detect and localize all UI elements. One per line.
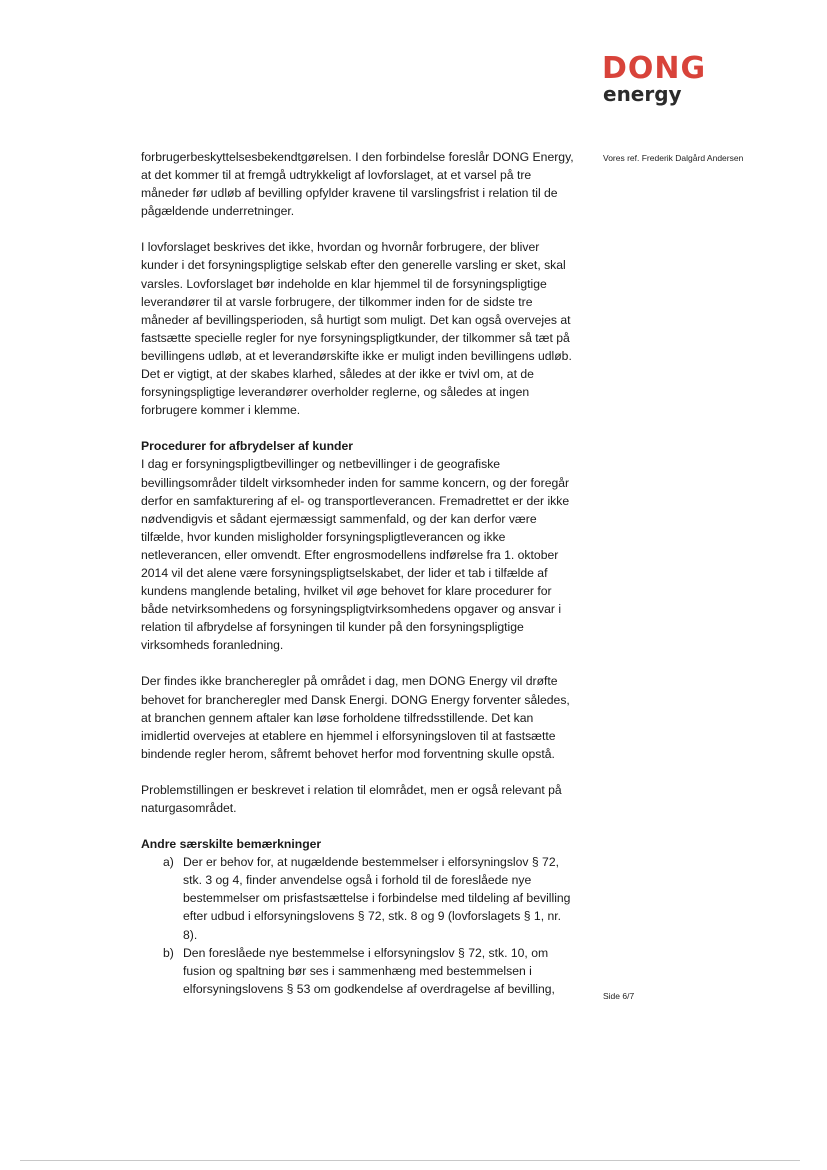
logo-wordmark: DONG: [602, 51, 707, 86]
section-heading: Andre særskilte bemærkninger: [141, 837, 322, 852]
paragraph: I lovforslaget beskrives det ikke, hvordan og hvornår forbrugere, der bliver kunder i det forsyningspligtige selskab efter den generelle varsling er sket, skal varsles. Lovforslaget bør indeholde en klar hjemmel til de forsyningspligtige leverandører til at varsle forbrugere, der tilkommer inden for de sidste tre måneder af bevillingsperioden, så hurtigt som muligt. Det kan også overvejes at fastsætte specielle regler for nye forsyningspligtkunder, der tilkommer så tæt på bevillingens udløb, at et leverandørskifte ikke er muligt inden bevillingens udløb. Det er vigtigt, at der skabes klarhed, således at der ikke er tvivl om, at de forsyningspligtige leverandører overholder reglerne, og således at ingen forbrugere kommer i klemme.: [141, 240, 572, 418]
list-item-text: Der er behov for, at nugældende bestemmelser i elforsyningslov § 72, stk. 3 og 4, finder anvendelse også i forhold til de foreslåede nye bestemmelser om prisfastsættelse i forbindelse med tildeling af bevilling efter udbud i elforsyningslovens § 72, stk. 8 og 9 (lovforslagets § 1, nr. 8).: [183, 855, 571, 942]
logo-subtitle: energy: [603, 82, 682, 106]
page-number: Side 6/7: [603, 991, 635, 1001]
paragraph: forbrugerbeskyttelsesbekendtgørelsen. I den forbindelse foreslår DONG Energy, at det kommer til at fremgå udtrykkeligt af lovforslaget, at et varsel på tre måneder før udløb af bevilling opfylder kravene til varslingsfrist i relation til de pågældende underretninger.: [141, 150, 574, 219]
list-item: [141, 853, 577, 943]
paragraph: Der findes ikke brancheregler på området i dag, men DONG Energy vil drøfte behovet for brancheregler med Dansk Energi. DONG Energy forventer således, at branchen gennem aftaler kan løse forholdene tilfredsstillende. Det kan imidlertid overvejes at etablere en hjemmel i elforsyningsloven til at fastsætte bindende regler herom, såfremt behovet herfor mod forventning skulle opstå.: [141, 674, 570, 761]
reference-label: Vores ref. Frederik Dalgård Andersen: [603, 153, 744, 163]
letter-body: [141, 148, 577, 998]
dong-energy-logo: [602, 51, 752, 106]
list-item: [141, 944, 577, 998]
section-heading: Procedurer for afbrydelser af kunder: [141, 439, 353, 454]
list-marker: b): [163, 945, 174, 960]
paragraph: I dag er forsyningspligtbevillinger og netbevillinger i de geografiske bevillingsområder tildelt virksomheder inden for samme koncern, og der foregår derfor en samfakturering af el- og transportleverancen. Fremadrettet er der ikke nødvendigvis et sådant ejermæssigt sammenfald, og der kan derfor være tilfælde, hvor kunden misligholder forsyningspligtleverancen og ikke netleverancen, eller omvendt. Efter engrosmodellens indførelse fra 1. oktober 2014 vil det alene være forsyningspligtselskabet, der lider et tab i tilfælde af kundens manglende betaling, hvilket vil øge behovet for klare procedurer for både netvirksomhedens og forsyningspligtvirksomhedens opgaver og ansvar i relation til afbrydelse af forsyningen til kunder på den forsyningspligtige virksomheds foranledning.: [141, 457, 570, 653]
paragraph: Problemstillingen er beskrevet i relation til elområdet, men er også relevant på naturgasområdet.: [141, 782, 562, 815]
list-item-text: Den foreslåede nye bestemmelse i elforsyningslov § 72, stk. 10, om fusion og spaltning bør ses i sammenhæng med bestemmelsen i elforsyningslovens § 53 om godkendelse af overdragelse af bevilling,: [183, 945, 555, 996]
remarks-list: [141, 853, 577, 998]
scan-edge-line: [20, 1160, 800, 1161]
list-marker: a): [163, 855, 174, 870]
